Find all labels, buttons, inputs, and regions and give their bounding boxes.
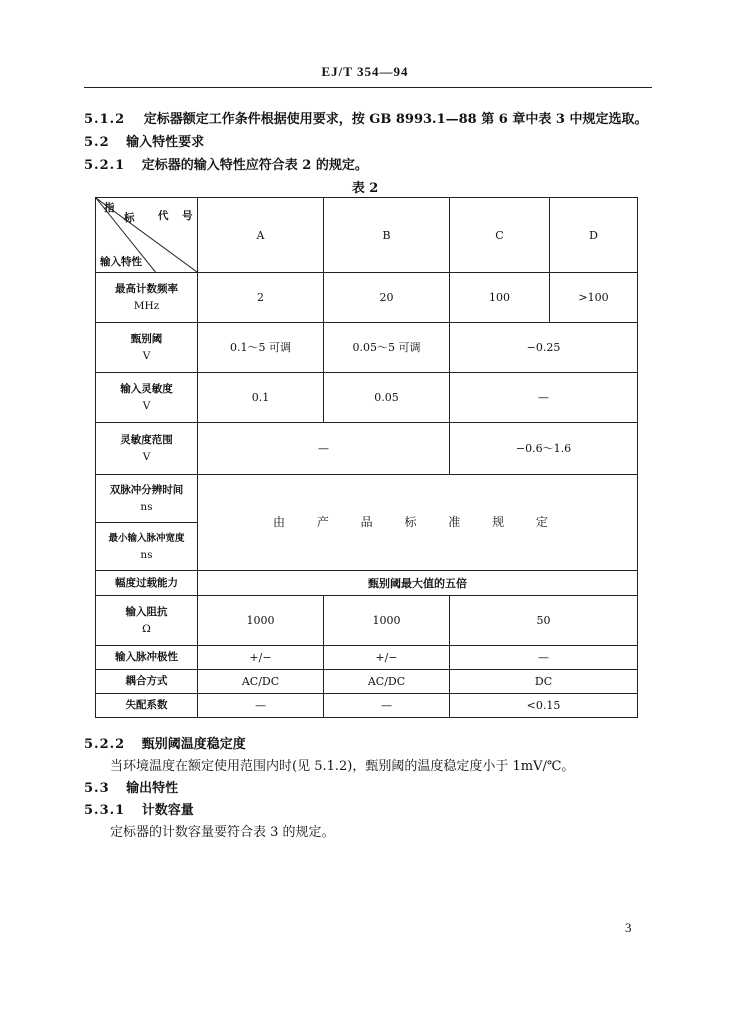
clause-number: 5.1.2 (84, 112, 126, 127)
corner-label-dai: 代 (158, 210, 169, 222)
row-double-pulse-resolution (96, 475, 638, 523)
code-c-header: C (450, 198, 550, 273)
value-cd: −0.6～1.6 (450, 423, 638, 475)
row-sensitivity-range (96, 423, 638, 475)
code-a-header: A (198, 198, 324, 273)
diagonal-header-cell (96, 198, 198, 273)
row-label-cell (96, 596, 198, 646)
value-a: +/− (198, 646, 324, 670)
clause-text: 定标器的输入特性应符合表 2 的规定。 (141, 158, 368, 173)
row-unit: V (142, 450, 151, 463)
section-title: 输出特性 (126, 781, 179, 796)
table-header-row (96, 198, 638, 273)
clause-number: 5.2.1 (84, 158, 126, 173)
row-input-impedance (96, 596, 638, 646)
code-b-header: B (324, 198, 450, 273)
table-caption: 表 2 (351, 181, 379, 196)
value-b: 0.05～5 可调 (324, 323, 450, 373)
section-number: 5.2 (84, 135, 110, 150)
row-unit: Ω (142, 622, 151, 635)
value-ab: — (198, 423, 450, 475)
clause-title: 计数容量 (141, 803, 194, 818)
clause-number: 5.3.1 (84, 803, 126, 818)
row-input-pulse-polarity (96, 646, 638, 670)
corner-label-biao: 标 (124, 212, 135, 224)
row-unit: MHz (133, 299, 160, 312)
value-b: 1000 (324, 596, 450, 646)
clause-text: 定标器额定工作条件根据使用要求，按 GB 8993.1—88 第 6 章中表 3 中规定选取。 (143, 112, 648, 127)
row-label-cell (96, 373, 198, 423)
row-max-count-frequency (96, 273, 638, 323)
value-cd: DC (450, 670, 638, 694)
row-unit: ns (140, 500, 153, 513)
value-cd: — (450, 373, 638, 423)
clause-5-2-2-heading (84, 733, 246, 752)
value-b: 0.05 (324, 373, 450, 423)
code-d-header: D (550, 198, 638, 273)
row-label-cell (96, 523, 198, 571)
clause-title: 甄别阈温度稳定度 (141, 737, 246, 752)
row-label-cell (96, 423, 198, 475)
corner-label-zhi: 指 (104, 202, 115, 214)
row-label: 输入脉冲极性 (96, 646, 198, 670)
row-label: 双脉冲分辨时间 (109, 483, 184, 496)
row-threshold (96, 323, 638, 373)
value-a: — (198, 694, 324, 718)
value-d: >100 (550, 273, 638, 323)
row-label: 灵敏度范围 (120, 433, 173, 446)
value-b: — (324, 694, 450, 718)
merged-overload-value: 甄别阈最大值的五倍 (198, 571, 638, 596)
value-a: 1000 (198, 596, 324, 646)
row-label: 最小输入脉冲宽度 (108, 532, 185, 544)
page-number: 3 (625, 920, 632, 935)
section-number: 5.3 (84, 781, 110, 796)
row-unit: V (142, 399, 151, 412)
row-label: 最高计数频率 (115, 282, 178, 295)
merged-defined-by-product-standard: 由 产 品 标 准 规 定 (198, 475, 638, 571)
row-label: 甄别阈 (130, 332, 163, 345)
value-cd: <0.15 (450, 694, 638, 718)
row-coupling-mode (96, 670, 638, 694)
section-5-3-heading (84, 777, 178, 796)
corner-label-hao: 号 (182, 210, 193, 222)
section-5-2-heading (84, 131, 204, 150)
row-input-sensitivity (96, 373, 638, 423)
row-label-cell (96, 475, 198, 523)
header-rule (84, 87, 652, 88)
row-mismatch-coefficient (96, 694, 638, 718)
row-label: 耦合方式 (96, 670, 198, 694)
document-header: EJ/T 354—94 (321, 64, 409, 79)
clause-5-2-1 (84, 154, 368, 173)
row-unit: ns (140, 548, 153, 561)
corner-label-row-header: 输入特性 (100, 256, 142, 268)
value-cd: −0.25 (450, 323, 638, 373)
value-b: +/− (324, 646, 450, 670)
row-label: 输入阻抗 (125, 605, 168, 618)
value-a: AC/DC (198, 670, 324, 694)
row-label: 幅度过载能力 (96, 571, 198, 596)
row-label-cell (96, 273, 198, 323)
clause-5-3-1-heading (84, 799, 194, 818)
clause-number: 5.2.2 (84, 737, 126, 752)
row-label: 失配系数 (96, 694, 198, 718)
section-title: 输入特性要求 (126, 135, 205, 150)
clause-5-1-2 (84, 108, 647, 127)
row-overload-capacity (96, 571, 638, 596)
row-label: 输入灵敏度 (120, 382, 173, 395)
value-c: 100 (450, 273, 550, 323)
value-a: 2 (198, 273, 324, 323)
value-a: 0.1 (198, 373, 324, 423)
value-cd: — (450, 646, 638, 670)
row-unit: V (142, 349, 151, 362)
clause-5-3-1-text: 定标器的计数容量要符合表 3 的规定。 (110, 825, 335, 840)
value-b: 20 (324, 273, 450, 323)
input-characteristics-table (95, 197, 638, 718)
clause-5-2-2-text: 当环境温度在额定使用范围内时(见 5.1.2)，甄别阈的温度稳定度小于 1mV/℃。 (110, 759, 575, 774)
row-label-cell (96, 323, 198, 373)
value-cd: 50 (450, 596, 638, 646)
value-b: AC/DC (324, 670, 450, 694)
value-a: 0.1～5 可调 (198, 323, 324, 373)
